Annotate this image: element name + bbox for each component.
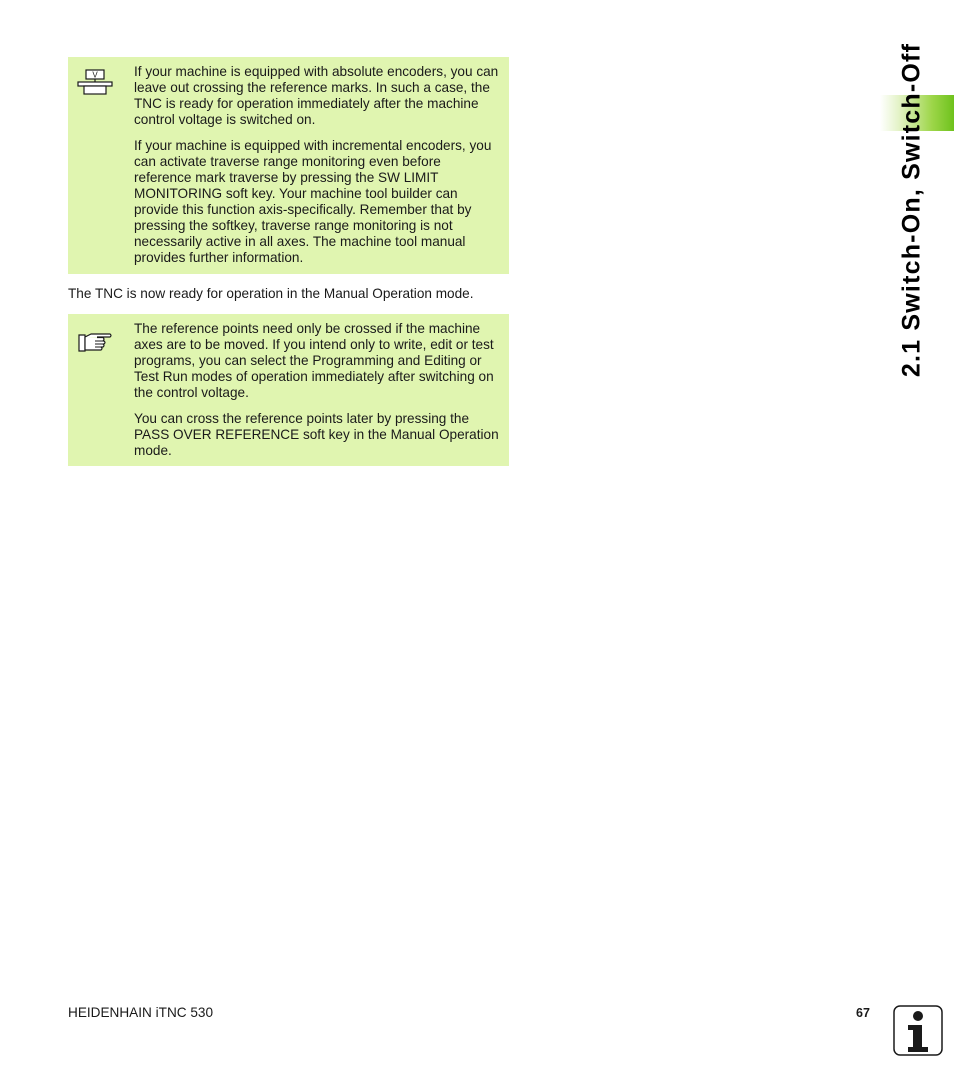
note-text xyxy=(134,321,499,469)
page-number: 67 xyxy=(856,1006,870,1020)
machine-note-icon xyxy=(77,68,113,98)
note-text xyxy=(134,64,499,276)
tip-note-box xyxy=(68,314,509,466)
note-paragraph: If your machine is equipped with absolute encoders, you can leave out crossing the reference marks. In such a case, the TNC is ready for operation immediately after the machine control voltage is switched on. xyxy=(134,64,499,127)
note-paragraph: If your machine is equipped with incremental encoders, you can activate traverse range monitoring even before reference mark traverse by pressing the SW LIMIT MONITORING soft key. Your machine tool builder can provide this function axis-specifically. Remember that by pressing the softkey, traverse range monitoring is not necessarily active in all axes. The machine tool manual provides further information. xyxy=(134,138,492,265)
svg-text:V: V xyxy=(92,70,98,80)
body-paragraph: The TNC is now ready for operation in the Manual Operation mode. xyxy=(68,286,474,301)
section-title: 2.1 Switch-On, Switch-Off xyxy=(897,42,926,378)
footer-manual-title: HEIDENHAIN iTNC 530 xyxy=(68,1005,214,1020)
note-paragraph: The reference points need only be crossed if the machine axes are to be moved. If you intend only to write, edit or test programs, you can select the Programming and Editing or Test Run modes of operation immediately after switching on the control voltage. xyxy=(134,321,494,400)
machine-note-box xyxy=(68,57,509,274)
info-icon xyxy=(893,1005,943,1056)
pointing-hand-icon xyxy=(77,325,113,355)
note-paragraph: You can cross the reference points later by pressing the PASS OVER REFERENCE soft key in the Manual Operation mode. xyxy=(134,411,499,458)
